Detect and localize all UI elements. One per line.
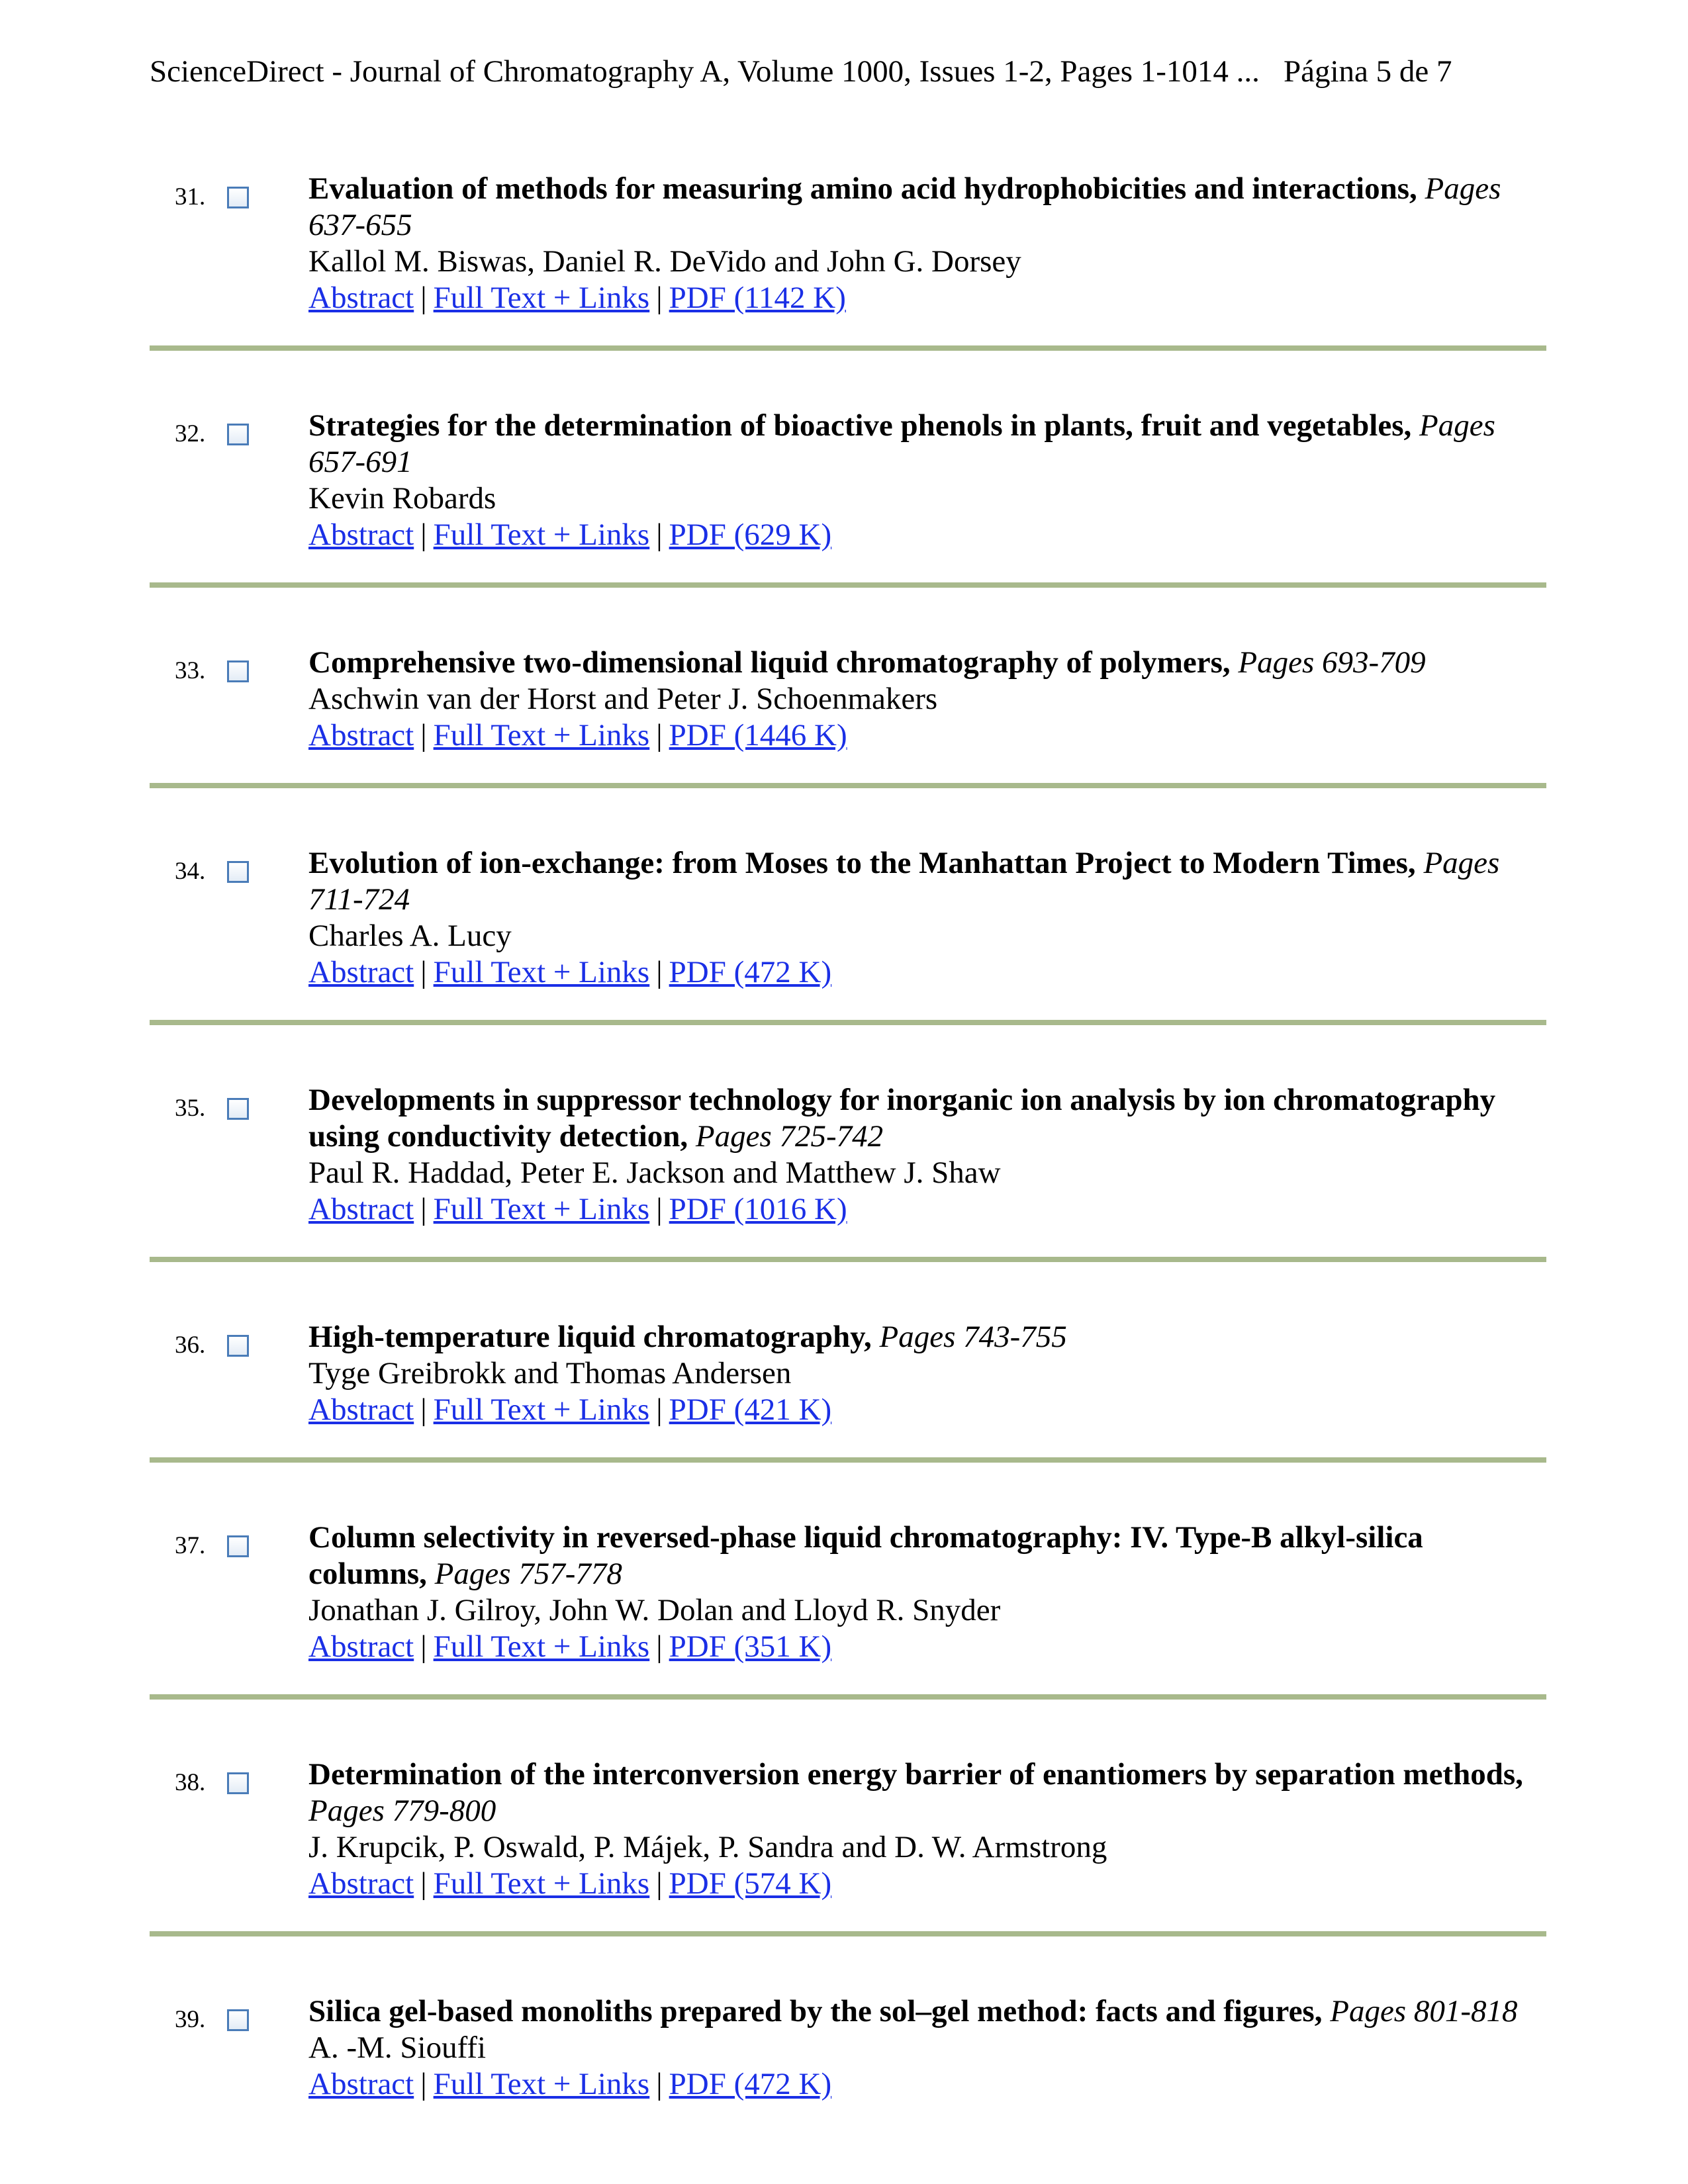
- article-select-checkbox[interactable]: [227, 424, 249, 445]
- article-item: [150, 402, 1546, 588]
- article-title: Strategies for the determination of bioactive phenols in plants, fruit and vegetables,: [308, 408, 1412, 443]
- link-separator: |: [420, 2067, 427, 2101]
- article-links: [308, 1629, 1546, 1665]
- article-links: [308, 717, 1546, 754]
- article-pages: Pages 779-800: [308, 1794, 496, 1828]
- article-pages: Pages 693-709: [1238, 645, 1426, 680]
- article-links: [308, 1866, 1546, 1902]
- article-heading: [308, 1520, 1546, 1592]
- article-number: 35.: [175, 1095, 206, 1122]
- pdf-link[interactable]: PDF (351 K): [669, 1629, 832, 1664]
- full-text-link[interactable]: Full Text + Links: [433, 1629, 650, 1664]
- article-content: [308, 1319, 1546, 1428]
- article-pages: Pages 725-742: [695, 1119, 884, 1154]
- article-number: 37.: [175, 1532, 206, 1559]
- article-links: [308, 1191, 1546, 1228]
- abstract-link[interactable]: Abstract: [308, 955, 414, 989]
- article-heading: [308, 1082, 1546, 1155]
- link-separator: |: [656, 518, 663, 552]
- article-content: [308, 645, 1546, 754]
- full-text-link[interactable]: Full Text + Links: [433, 955, 650, 989]
- page-indicator: Página 5 de 7: [1283, 54, 1452, 89]
- article-item: [150, 639, 1546, 788]
- full-text-link[interactable]: Full Text + Links: [433, 1392, 650, 1427]
- article-list: [150, 165, 1546, 2183]
- article-title: Silica gel-based monoliths prepared by the sol–gel method: facts and figures,: [308, 1994, 1323, 2028]
- article-content: [308, 1756, 1546, 1902]
- article-number: 38.: [175, 1769, 206, 1796]
- article-number: 32.: [175, 420, 206, 447]
- article-links: [308, 517, 1546, 553]
- article-content: [308, 1520, 1546, 1665]
- link-separator: |: [420, 1192, 427, 1226]
- link-separator: |: [420, 955, 427, 989]
- full-text-link[interactable]: Full Text + Links: [433, 1866, 650, 1901]
- article-number: 34.: [175, 858, 206, 885]
- link-separator: |: [420, 1392, 427, 1427]
- link-separator: |: [656, 2067, 663, 2101]
- abstract-link[interactable]: Abstract: [308, 1192, 414, 1226]
- article-pages: Pages 743-755: [879, 1320, 1067, 1354]
- article-heading: [308, 1993, 1546, 2030]
- article-authors: Tyge Greibrokk and Thomas Andersen: [308, 1356, 792, 1390]
- article-number: 36.: [175, 1332, 206, 1359]
- article-authors: Aschwin van der Horst and Peter J. Schoenmakers: [308, 682, 938, 716]
- abstract-link[interactable]: Abstract: [308, 518, 414, 552]
- article-title: Determination of the interconversion energy barrier of enantiomers by separation methods,: [308, 1757, 1523, 1792]
- article-pages: Pages 711-724: [308, 846, 1500, 917]
- article-pages: Pages 757-778: [434, 1557, 622, 1591]
- pdf-link[interactable]: PDF (421 K): [669, 1392, 832, 1427]
- article-title: Evolution of ion-exchange: from Moses to the Manhattan Project to Modern Times,: [308, 846, 1416, 880]
- article-heading: [308, 845, 1546, 918]
- article-content: [308, 1082, 1546, 1228]
- article-content: [308, 845, 1546, 991]
- article-content: [308, 408, 1546, 553]
- article-pages: Pages 801-818: [1330, 1994, 1518, 2028]
- article-title: Evaluation of methods for measuring amino acid hydrophobicities and interactions,: [308, 171, 1417, 206]
- article-select-checkbox[interactable]: [227, 861, 249, 883]
- link-separator: |: [420, 281, 427, 315]
- link-separator: |: [656, 1866, 663, 1901]
- link-separator: |: [420, 1866, 427, 1901]
- article-content: [308, 1993, 1546, 2103]
- article-title: Column selectivity in reversed-phase liquid chromatography: IV. Type-B alkyl-silica columns,: [308, 1520, 1423, 1591]
- article-title: High-temperature liquid chromatography,: [308, 1320, 872, 1354]
- pdf-link[interactable]: PDF (574 K): [669, 1866, 832, 1901]
- article-select-checkbox[interactable]: [227, 1335, 249, 1357]
- article-number: 31.: [175, 183, 206, 210]
- article-select-checkbox[interactable]: [227, 187, 249, 208]
- link-separator: |: [420, 1629, 427, 1664]
- abstract-link[interactable]: Abstract: [308, 281, 414, 315]
- article-title: Developments in suppressor technology for inorganic ion analysis by ion chromatography using conductivity detection,: [308, 1083, 1496, 1154]
- link-separator: |: [656, 281, 663, 315]
- article-select-checkbox[interactable]: [227, 1772, 249, 1794]
- article-heading: [308, 408, 1546, 480]
- article-item: [150, 1314, 1546, 1463]
- article-content: [308, 171, 1546, 316]
- pdf-link[interactable]: PDF (1446 K): [669, 718, 847, 752]
- link-separator: |: [656, 1192, 663, 1226]
- article-item: [150, 840, 1546, 1025]
- article-select-checkbox[interactable]: [227, 2009, 249, 2031]
- full-text-link[interactable]: Full Text + Links: [433, 518, 650, 552]
- full-text-link[interactable]: Full Text + Links: [433, 281, 650, 315]
- article-item: [150, 1751, 1546, 1936]
- article-authors: Kevin Robards: [308, 481, 496, 516]
- article-number: 39.: [175, 2006, 206, 2033]
- page-header: [150, 49, 1540, 94]
- pdf-link[interactable]: PDF (1016 K): [669, 1192, 847, 1226]
- page-header-title: ScienceDirect - Journal of Chromatography A, Volume 1000, Issues 1-2, Pages 1-1014 ...: [150, 54, 1260, 89]
- article-select-checkbox[interactable]: [227, 1098, 249, 1120]
- link-separator: |: [656, 1392, 663, 1427]
- article-authors: J. Krupcik, P. Oswald, P. Májek, P. Sandra and D. W. Armstrong: [308, 1830, 1107, 1864]
- article-authors: Kallol M. Biswas, Daniel R. DeVido and John G. Dorsey: [308, 244, 1021, 279]
- article-item: [150, 1514, 1546, 1700]
- article-links: [308, 280, 1546, 316]
- full-text-link[interactable]: Full Text + Links: [433, 1192, 650, 1226]
- full-text-link[interactable]: Full Text + Links: [433, 2067, 650, 2101]
- article-title: Comprehensive two-dimensional liquid chromatography of polymers,: [308, 645, 1231, 680]
- abstract-link[interactable]: Abstract: [308, 1629, 414, 1664]
- article-authors: Charles A. Lucy: [308, 919, 512, 953]
- article-links: [308, 1392, 1546, 1428]
- article-pages: Pages 657-691: [308, 408, 1495, 479]
- article-heading: [308, 645, 1546, 681]
- full-text-link[interactable]: Full Text + Links: [433, 718, 650, 752]
- pdf-link[interactable]: PDF (472 K): [669, 2067, 832, 2101]
- abstract-link[interactable]: Abstract: [308, 1866, 414, 1901]
- article-authors: A. -M. Siouffi: [308, 2030, 487, 2065]
- article-pages: Pages 637-655: [308, 171, 1501, 242]
- abstract-link[interactable]: Abstract: [308, 1392, 414, 1427]
- link-separator: |: [420, 518, 427, 552]
- article-authors: Jonathan J. Gilroy, John W. Dolan and Lloyd R. Snyder: [308, 1593, 1001, 1627]
- link-separator: |: [656, 955, 663, 989]
- abstract-link[interactable]: Abstract: [308, 718, 414, 752]
- article-heading: [308, 171, 1546, 244]
- article-number: 33.: [175, 657, 206, 684]
- article-heading: [308, 1319, 1546, 1355]
- article-authors: Paul R. Haddad, Peter E. Jackson and Matthew J. Shaw: [308, 1156, 1001, 1190]
- link-separator: |: [420, 718, 427, 752]
- article-links: [308, 954, 1546, 991]
- article-heading: [308, 1756, 1546, 1829]
- pdf-link[interactable]: PDF (1142 K): [669, 281, 846, 315]
- link-separator: |: [656, 1629, 663, 1664]
- article-item: [150, 1988, 1546, 2132]
- abstract-link[interactable]: Abstract: [308, 2067, 414, 2101]
- link-separator: |: [656, 718, 663, 752]
- article-item: [150, 1077, 1546, 1262]
- article-select-checkbox[interactable]: [227, 660, 249, 682]
- article-item: [150, 165, 1546, 351]
- pdf-link[interactable]: PDF (629 K): [669, 518, 832, 552]
- pdf-link[interactable]: PDF (472 K): [669, 955, 832, 989]
- article-links: [308, 2066, 1546, 2103]
- article-select-checkbox[interactable]: [227, 1535, 249, 1557]
